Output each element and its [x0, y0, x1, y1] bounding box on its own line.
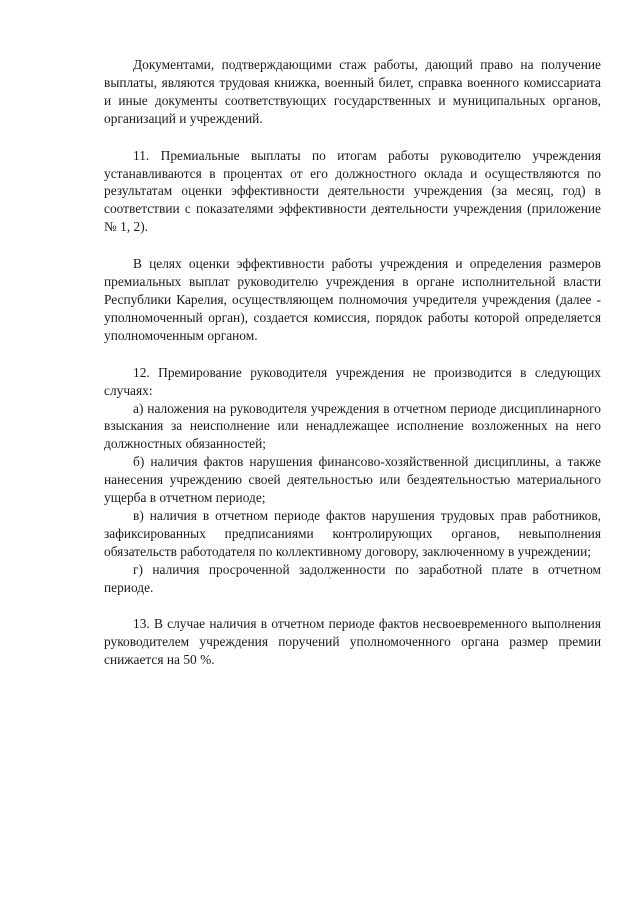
paragraph-commission: В целях оценки эффективности работы учреждения и определения размеров премиальных выплат руководителю учреждения в органе исполнительной власти Республики Карелия, осуществляющем полномочия учредителя учреждения (далее - уполномоченный орган), создается комиссия, порядок работы которой определяется уполномоченным органом. [104, 256, 601, 343]
list-item-12-v: в) наличия в отчетном периоде фактов нарушения трудовых прав работников, зафиксированных предписаниями контролирующих органов, невыполнения обязательств работодателя по коллективному договору, заключенному в учреждении; [104, 507, 601, 559]
list-item-12-g: г) наличия просроченной задолженности по заработной плате в отчетном периоде. [104, 561, 601, 595]
document-page [104, 56, 601, 669]
paragraph-gap [104, 596, 601, 615]
paragraph-gap [104, 236, 601, 255]
paragraph-13-bonus-reduction: 13. В случае наличия в отчетном периоде фактов несвоевременного выполнения руководителем учреждения поручений уполномоченного органа размер премии снижается на 50 %. [104, 616, 601, 668]
paragraph-12-no-bonus-cases: 12. Премирование руководителя учреждения не производится в следующих случаях: [104, 364, 601, 398]
list-item-12-b: б) наличия фактов нарушения финансово-хозяйственной дисциплины, а также нанесения учреждению своей деятельностью или бездеятельностью материального ущерба в отчетном периоде; [104, 454, 601, 506]
paragraph-service-documents: Документами, подтверждающими стаж работы, дающий право на получение выплаты, являются трудовая книжка, военный билет, справка военного комиссариата и иные документы соответствующих государственных и муниципальных органов, организаций и учреждений. [104, 57, 601, 126]
paragraph-11-bonus-payments: 11. Премиальные выплаты по итогам работы руководителю учреждения устанавливаются в процентах от его должностного оклада и осуществляются по результатам оценки эффективности деятельности учреждения (за месяц, год) в соответствии с показателями эффективности деятельности учреждения (приложение № 1, 2). [104, 147, 601, 235]
paragraph-gap [104, 128, 601, 147]
list-item-12-a: а) наложения на руководителя учреждения в отчетном периоде дисциплинарного взыскания за неисполнение или ненадлежащее исполнение возложенных на него должностных обязанностей; [104, 400, 601, 452]
paragraph-gap [104, 345, 601, 364]
scan-speck [329, 577, 331, 579]
